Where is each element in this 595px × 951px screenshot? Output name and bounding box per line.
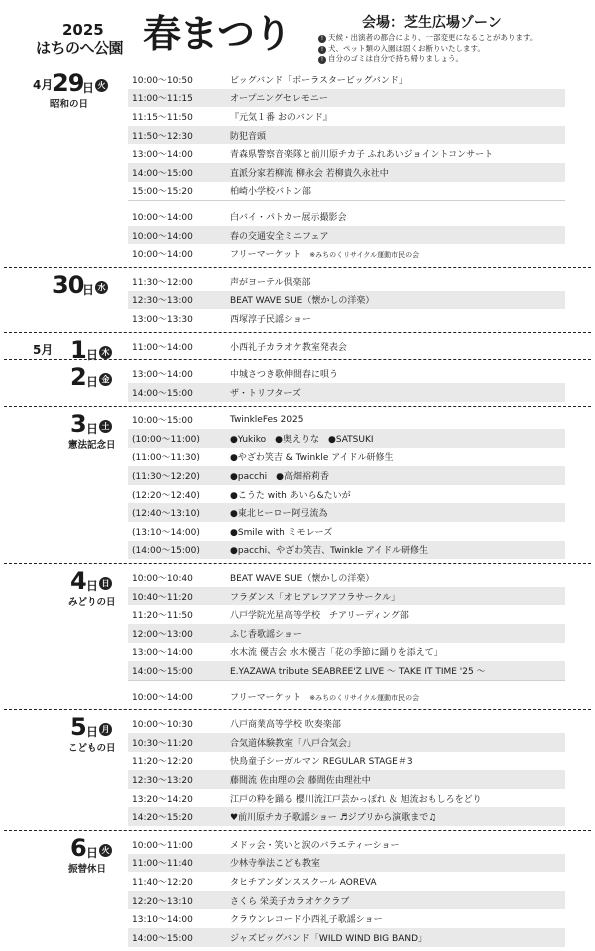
event-time: 10:00～14:00 xyxy=(132,250,193,261)
event-time: 10:00～10:50 xyxy=(132,75,193,86)
event-name-cell xyxy=(228,590,400,603)
event-row xyxy=(128,89,565,108)
weekday-badge: 火 xyxy=(95,79,108,92)
event-row xyxy=(128,337,565,356)
day-section xyxy=(0,359,595,405)
day-section xyxy=(0,66,595,267)
event-name: ●東北ヒーロー阿弖流為 xyxy=(230,509,328,520)
event-name-cell xyxy=(228,91,328,104)
event-time: 10:00～14:00 xyxy=(132,231,193,242)
event-time: (11:00～11:30) xyxy=(132,453,200,464)
event-time: (12:40～13:10) xyxy=(132,509,200,520)
date-number: 5 xyxy=(70,713,86,742)
event-name-cell xyxy=(228,247,419,260)
event-name: 合気道体験教室「八戸合気会」 xyxy=(230,738,357,749)
event-name: ●pacchi、やざわ笑吉、Twinkle アイドル研修生 xyxy=(230,546,429,557)
event-time: 12:30～13:00 xyxy=(132,296,193,307)
event-list xyxy=(128,272,565,328)
event-name: クラウンレコード小西礼子歌謡ショー xyxy=(230,915,383,926)
event-name-cell xyxy=(228,571,374,584)
event-time: 11:00～11:40 xyxy=(132,859,193,870)
event-list xyxy=(128,364,565,401)
event-time: 11:30～12:00 xyxy=(132,277,193,288)
event-name: E.YAZAWA tribute SEABREE'Z LIVE ～ TAKE IT TIME '25 ～ xyxy=(230,667,486,678)
event-name: タヒチアンダンススクール AOREVA xyxy=(230,877,377,888)
event-time: 10:40～11:20 xyxy=(132,592,193,603)
event-row xyxy=(128,872,565,891)
event-row xyxy=(128,207,565,226)
event-name-cell xyxy=(228,73,408,86)
event-row xyxy=(128,364,565,383)
date-unit: 日 xyxy=(86,579,99,594)
event-name-cell xyxy=(228,754,413,767)
event-name: BEAT WAVE SUE（懐かしの洋楽） xyxy=(230,574,375,585)
notice-bullet-icon: ! xyxy=(318,35,326,43)
event-name-cell xyxy=(228,627,302,640)
date-number: 29 xyxy=(52,69,84,97)
event-row xyxy=(128,605,565,624)
event-name: ●やざわ笑吉 & Twinkle アイドル研修生 xyxy=(230,453,394,464)
event-name: 江戸の粋を踊る 櫻川流江戸芸かっぽれ ＆ 旭流おもしろをどり xyxy=(230,794,482,805)
event-name: 中城さつき歌伸間春に唄う xyxy=(230,370,339,381)
event-name-cell xyxy=(228,129,266,142)
event-time: 10:00～15:00 xyxy=(132,416,193,427)
event-name: 藤間流 佐由理の会 藤間佐由理社中 xyxy=(230,775,371,786)
event-row xyxy=(128,587,565,606)
venue-label: 会場：芝生広場ゾーン xyxy=(362,15,502,31)
notice-list xyxy=(318,33,537,65)
event-name: 八戸学院光星高等学校 チアリーディング部 xyxy=(230,611,409,622)
event-name-cell xyxy=(228,773,371,786)
event-time: 13:10～14:00 xyxy=(132,915,193,926)
event-time: 11:15～11:50 xyxy=(132,112,193,123)
event-row xyxy=(128,835,565,854)
event-name-cell xyxy=(228,931,427,944)
event-time: 10:00～14:00 xyxy=(132,692,193,703)
event-row xyxy=(128,770,565,789)
event-name: ジャズビッグバンド「WILD WIND BIG BAND」 xyxy=(230,933,428,944)
event-time: 11:50～12:30 xyxy=(132,131,193,142)
date-number: 4 xyxy=(70,567,86,596)
event-name-cell xyxy=(228,736,356,749)
event-name-cell xyxy=(228,690,419,703)
event-name: 直派分家若柳流 柳永会 若柳貴久永社中 xyxy=(230,168,389,179)
event-list xyxy=(128,411,565,560)
event-name: 声がヨーテル倶楽部 xyxy=(230,277,311,288)
event-name-cell xyxy=(228,147,493,160)
event-name-cell xyxy=(228,229,329,242)
event-name: 小西礼子カラオケ教室発表会 xyxy=(230,342,347,353)
month-label: 5月 xyxy=(33,342,54,357)
date-unit: 日 xyxy=(86,421,99,436)
event-list xyxy=(128,714,565,826)
event-time: 13:20～14:20 xyxy=(132,794,193,805)
day-section xyxy=(0,332,595,364)
event-name: 白バイ・パトカー展示撮影会 xyxy=(230,212,347,223)
event-name-cell xyxy=(228,110,332,123)
event-row xyxy=(128,466,565,485)
event-row xyxy=(128,643,565,662)
holiday-name: 振替休日 xyxy=(68,863,107,875)
event-name-cell xyxy=(228,367,338,380)
event-name-cell xyxy=(228,645,443,658)
notice-bullet-icon: ! xyxy=(318,46,326,54)
event-name: ビッグバンド「ボーラスタービッグバンド」 xyxy=(230,75,408,86)
event-row xyxy=(128,661,565,680)
event-name: フラダンス「オヒアレフアフラサークル」 xyxy=(230,592,401,603)
event-name: フリーマーケット xyxy=(230,250,302,261)
weekday-badge: 水 xyxy=(95,281,108,294)
event-time: 14:00～15:00 xyxy=(132,933,193,944)
event-time: 10:30～11:20 xyxy=(132,738,193,749)
event-name-cell xyxy=(228,856,320,869)
event-name: メドッ会・笑いと涙のバラエティーショー xyxy=(230,840,400,851)
event-row xyxy=(128,522,565,541)
event-row xyxy=(128,163,565,182)
holiday-name: みどりの日 xyxy=(68,597,116,609)
event-name: ふじ香歌謡ショー xyxy=(230,629,302,640)
day-section xyxy=(0,267,595,332)
event-name-cell xyxy=(228,450,393,463)
event-row xyxy=(128,429,565,448)
event-row xyxy=(128,291,565,310)
event-row xyxy=(128,733,565,752)
event-name: TwinkleFes 2025 xyxy=(230,414,304,425)
event-name-cell xyxy=(228,875,377,888)
event-time: 11:20～12:20 xyxy=(132,757,193,768)
weekday-badge: 月 xyxy=(99,723,112,736)
event-row xyxy=(128,144,565,163)
event-name-cell xyxy=(228,469,329,482)
event-note: ※みちのくリサイクル運動市民の会 xyxy=(309,251,420,260)
date-unit: 日 xyxy=(86,375,99,390)
holiday-name: 憲法記念日 xyxy=(68,439,116,451)
page-header xyxy=(0,0,595,66)
event-time: 13:00～14:00 xyxy=(132,370,193,381)
event-row xyxy=(128,909,565,928)
event-list xyxy=(128,337,565,356)
date-unit: 日 xyxy=(86,347,99,362)
event-name-cell xyxy=(228,838,400,851)
event-name-cell xyxy=(228,386,301,399)
event-name: BEAT WAVE SUE（懐かしの洋楽） xyxy=(230,296,375,307)
event-time: 10:00～10:30 xyxy=(132,720,193,731)
event-row xyxy=(128,891,565,910)
event-time: 14:20～15:20 xyxy=(132,813,193,824)
event-row xyxy=(128,714,565,733)
event-name-cell xyxy=(228,275,311,288)
notice-item: ! 自分のゴミは自分で持ち帰りましょう。 xyxy=(318,54,537,65)
event-name-cell xyxy=(228,543,428,556)
event-name-cell xyxy=(228,525,332,538)
event-row xyxy=(128,503,565,522)
event-row xyxy=(128,448,565,467)
event-note: ※みちのくリサイクル運動市民の会 xyxy=(309,693,420,702)
event-time: (11:30～12:20) xyxy=(132,472,200,483)
notice-item: ! 犬、ペット類の入園は固くお断りいたします。 xyxy=(318,44,537,55)
event-row xyxy=(128,272,565,291)
event-row xyxy=(128,624,565,643)
event-time: 14:00～15:00 xyxy=(132,388,193,399)
event-time: 12:00～13:00 xyxy=(132,629,193,640)
event-name-cell xyxy=(228,912,383,925)
event-name-cell xyxy=(228,432,374,445)
weekday-badge: 土 xyxy=(99,420,112,433)
event-time: 12:20～13:10 xyxy=(132,896,193,907)
event-row xyxy=(128,70,565,89)
event-row xyxy=(128,244,565,263)
event-name: ♥前川原チカ子歌謡ショー ♬ジブリから演歌まで♫ xyxy=(230,813,437,824)
event-time: 10:00～11:00 xyxy=(132,840,193,851)
block-divider xyxy=(128,680,565,687)
date-number: 1 xyxy=(70,335,86,364)
event-name: さくら 栄美子カラオケクラブ xyxy=(230,896,350,907)
event-time: (14:00～15:00) xyxy=(132,546,200,557)
date-unit: 日 xyxy=(86,725,99,740)
block-divider xyxy=(128,200,565,207)
event-list xyxy=(128,568,565,705)
schedule xyxy=(0,66,595,951)
event-name: 少林寺拳法こども教室 xyxy=(230,859,321,870)
weekday-badge: 火 xyxy=(99,844,112,857)
event-name-cell xyxy=(228,184,311,197)
event-name: ●こうた with あいら&たいが xyxy=(230,490,351,501)
event-row xyxy=(128,485,565,504)
event-time: 14:00～15:00 xyxy=(132,667,193,678)
event-name: ザ・トリフターズ xyxy=(230,388,301,399)
event-row xyxy=(128,541,565,560)
event-time: (13:10～14:00) xyxy=(132,527,200,538)
event-time: 13:00～14:00 xyxy=(132,150,193,161)
event-row xyxy=(128,928,565,947)
event-name-cell xyxy=(228,166,389,179)
event-name: ●Yukiko ●奥えりな ●SATSUKI xyxy=(230,434,374,445)
event-row xyxy=(128,126,565,145)
event-row xyxy=(128,309,565,328)
event-name: オープニングセレモニー xyxy=(230,94,328,105)
event-name-cell xyxy=(228,293,374,306)
event-row xyxy=(128,807,565,826)
event-row xyxy=(128,226,565,245)
event-name-cell xyxy=(228,488,351,501)
holiday-name: 昭和の日 xyxy=(50,99,89,110)
event-time: 11:20～11:50 xyxy=(132,611,193,622)
weekday-badge: 日 xyxy=(99,577,112,590)
event-name: ●Smile with ミモレーズ xyxy=(230,527,333,538)
event-time: (12:20～12:40) xyxy=(132,490,200,501)
event-row xyxy=(128,182,565,201)
event-row xyxy=(128,752,565,771)
event-time: 11:00～11:15 xyxy=(132,94,193,105)
event-time: 11:40～12:20 xyxy=(132,877,193,888)
event-list xyxy=(128,835,565,947)
event-row xyxy=(128,383,565,402)
event-name: 『元気１番 おのバンド』 xyxy=(230,112,332,123)
day-section xyxy=(0,406,595,564)
event-time: 13:00～13:30 xyxy=(132,314,193,325)
date-number: 6 xyxy=(70,833,86,862)
festival-title: 春まつり xyxy=(143,12,292,56)
holiday-name: こどもの日 xyxy=(68,743,116,755)
event-name: ●pacchi ●高畑裕莉香 xyxy=(230,472,330,483)
event-row xyxy=(128,789,565,808)
event-name-cell xyxy=(228,810,436,823)
event-name-cell xyxy=(228,415,304,425)
event-name-cell xyxy=(228,608,409,621)
date-unit: 日 xyxy=(82,282,95,297)
event-time: 10:00～14:00 xyxy=(132,212,193,223)
event-name: フリーマーケット xyxy=(230,692,302,703)
event-row xyxy=(128,854,565,873)
event-name: 柏崎小学校バトン部 xyxy=(230,187,311,198)
day-section xyxy=(0,709,595,830)
event-time: 14:00～15:00 xyxy=(132,168,193,179)
date-number: 2 xyxy=(70,363,86,392)
event-name: 八戸商業高等学校 吹奏楽部 xyxy=(230,720,341,731)
weekday-badge: 木 xyxy=(99,346,112,359)
event-name: 春の交通安全ミニフェア xyxy=(230,231,329,242)
day-section xyxy=(0,563,595,709)
event-time: 13:00～14:00 xyxy=(132,648,193,659)
date-number: 3 xyxy=(70,409,86,438)
event-name-cell xyxy=(228,792,482,805)
event-name-cell xyxy=(228,717,341,730)
notice-bullet-icon: ! xyxy=(318,56,326,64)
day-section xyxy=(0,830,595,951)
event-time: 11:00～14:00 xyxy=(132,342,193,353)
park-name: はちのへ公園 xyxy=(36,39,124,57)
event-time: 15:00～15:20 xyxy=(132,187,193,198)
event-time: 10:00～10:40 xyxy=(132,574,193,585)
event-list xyxy=(128,70,565,263)
event-name-cell xyxy=(228,506,328,519)
date-unit: 日 xyxy=(86,845,99,860)
date-number: 30 xyxy=(52,270,84,299)
event-time: 12:30～13:20 xyxy=(132,775,193,786)
event-name-cell xyxy=(228,894,349,907)
weekday-badge: 金 xyxy=(99,373,112,386)
event-name-cell xyxy=(228,664,486,677)
event-name: 快鳥童子シーガルマン REGULAR STAGE＃3 xyxy=(230,757,413,768)
event-row xyxy=(128,687,565,706)
event-row xyxy=(128,568,565,587)
event-name-cell xyxy=(228,340,347,353)
event-name-cell xyxy=(228,210,347,223)
event-time: (10:00～11:00) xyxy=(132,434,200,445)
date-unit: 日 xyxy=(82,81,95,95)
event-name-cell xyxy=(228,312,311,325)
event-row xyxy=(128,107,565,126)
month-label: 4月 xyxy=(33,78,54,92)
festival-year: 2025 xyxy=(62,21,104,39)
event-name: 防犯音頭 xyxy=(230,131,267,142)
event-row xyxy=(128,411,565,430)
event-name: 西塚淳子民謡ショー xyxy=(230,314,311,325)
notice-item: ! 天候・出演者の都合により、一部変更になることがあります。 xyxy=(318,33,537,44)
event-name: 水木流 優吉会 水木優吉「花の季節に踊りを添えて」 xyxy=(230,648,443,659)
event-name: 青森県警察音楽隊と前川原チカ子 ふれあいジョイントコンサート xyxy=(230,150,494,161)
